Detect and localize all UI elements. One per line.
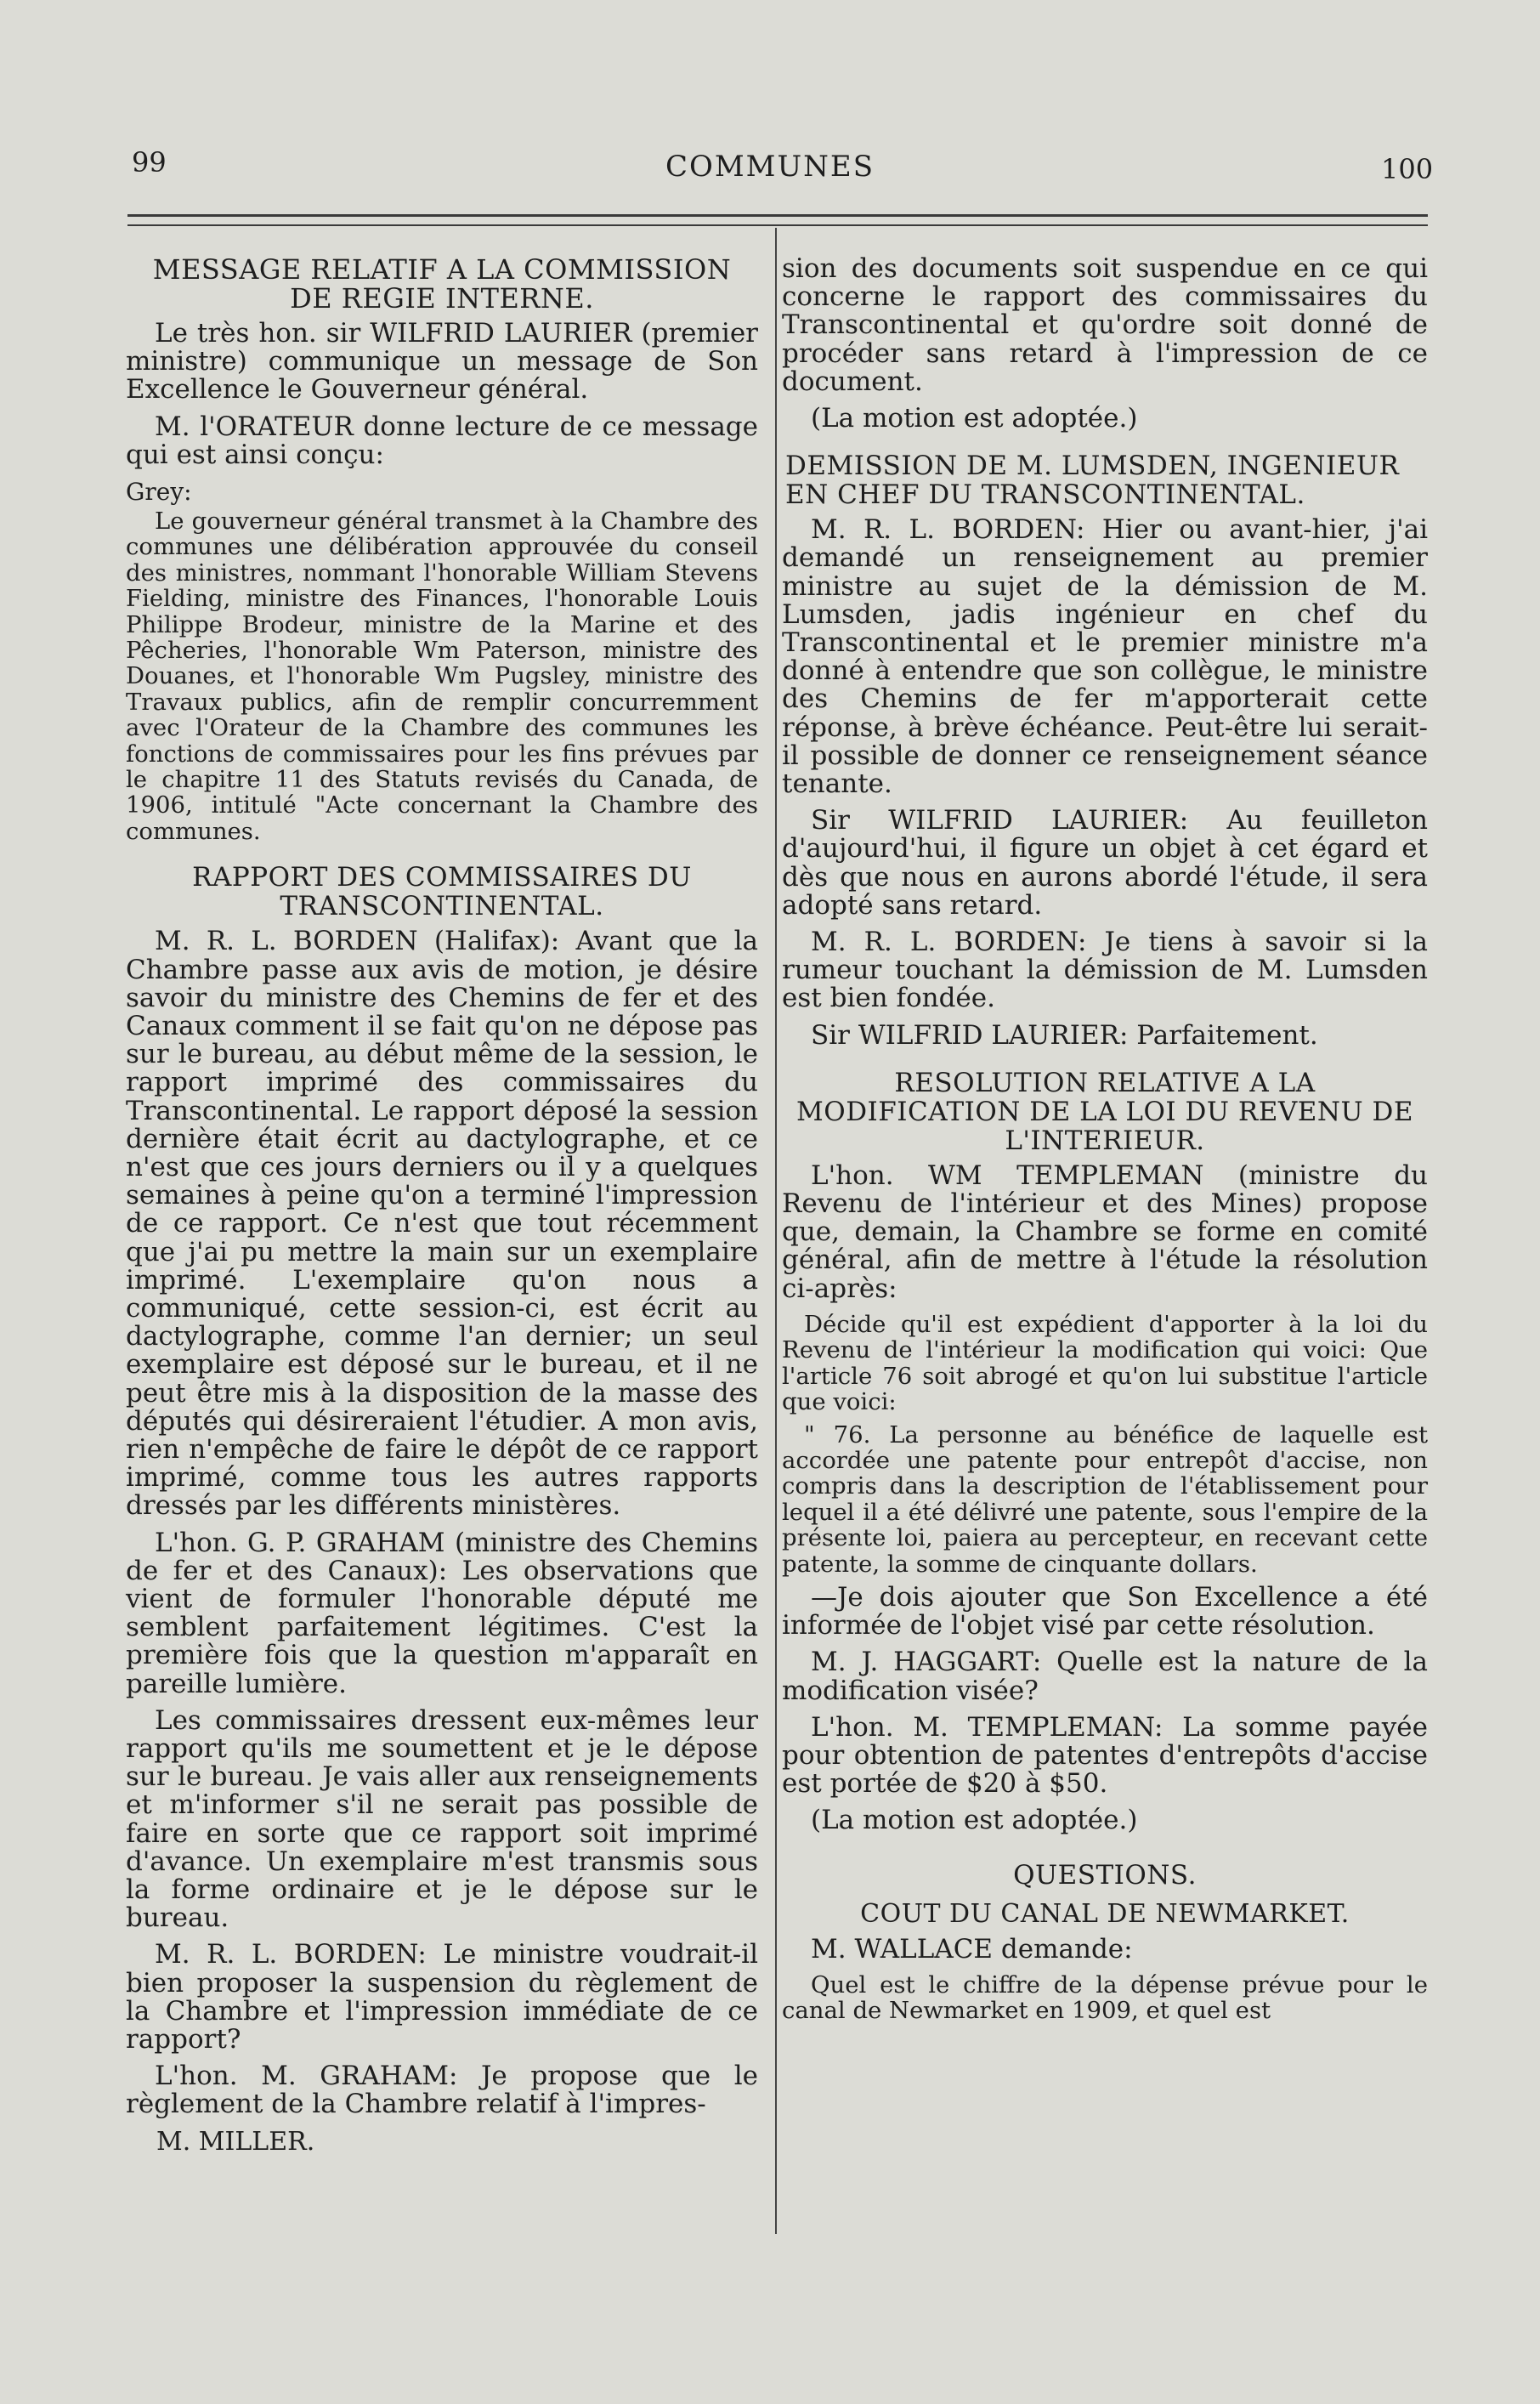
right-column [782,255,1428,2029]
governor-message: Le gouverneur général transmet à la Chambre des communes une délibération approuvée du conseil des ministres, nommant l'honorable William Stevens Fielding, ministre des Finances, l'honorable Louis Philippe Brodeur, ministre de la Marine et des Pêcheries, l'honorable Wm Paterson, ministre des Douanes, et l'honorable Wm Pugsley, ministre des Travaux publics, afin de remplir concurremment avec l'Orateur de la Chambre des communes les fonctions de commissaires pour les fins prévues par le chapitre 11 des Statuts revisés du Canada, de 1906, intitulé "Acte concernant la Chambre des communes. [126,507,758,845]
section-heading: QUESTIONS. [1013,1859,1197,1891]
paragraph: M. R. L. BORDEN: Hier ou avant-hier, j'ai demandé un renseignement au premier ministre au sujet de la démission de M. Lumsden, jadis ingénieur en chef du Transcontinental et le premier ministre m'a donné à entendre que son collègue, le ministre des Chemins de fer m'apporterait cette réponse, à brève échéance. Peut-être lui serait-il possible de donner ce renseignement séance tenante. [782,514,1428,800]
paragraph: M. R. L. BORDEN: Je tiens à savoir si la rumeur touchant la démission de M. Lumsden est bien fondée. [782,927,1428,1014]
section-heading: MESSAGE RELATIF A LA COMMISSION DE REGIE INTERNE. [152,253,732,315]
header-rule-thin [127,224,1428,226]
page-footer-name: M. MILLER. [156,2126,315,2157]
section-heading: RESOLUTION RELATIVE A LA MODIFICATION DE LA LOI DU REVENU DE L'INTERIEUR. [796,1067,1413,1156]
paragraph: (La motion est adoptée.) [811,403,1138,434]
paragraph: M. R. L. BORDEN: Le ministre voudrait-il bien proposer la suspension du règlement de la Chambre et l'impression immédiate de ce rapport? [126,1939,758,2055]
header-rule [127,214,1428,217]
section-heading: COUT DU CANAL DE NEWMARKET. [860,1898,1350,1929]
question-text: Quel est le chiffre de la dépense prévue pour le canal de Newmarket en 1909, et quel est [782,1970,1428,2025]
paragraph: M. WALLACE demande: [811,1933,1133,1965]
resolution-article: " 76. La personne au bénéfice de laquelle est accordée une patente pour entrepôt d'accise, non compris dans la description de l'établissement pour lequel il a été délivré une patente, sous l'empire de la présente loi, paiera au percepteur, en recevant cette patente, la somme de cinquante dollars. [782,1420,1428,1578]
paragraph: Le très hon. sir WILFRID LAURIER (premier ministre) communique un message de Son Excellence le Gouverneur général. [126,318,758,405]
column-divider [775,228,777,2234]
paragraph: (La motion est adoptée.) [811,1805,1138,1836]
signature: Grey: [126,478,192,507]
paragraph: M. R. L. BORDEN (Halifax): Avant que la Chambre passe aux avis de motion, je désire savoir du ministre des Chemins de fer et des Canaux comment il se fait qu'on ne dépose pas sur le bureau, au début même de la session, le rapport imprimé des commissaires du Transcontinental. Le rapport déposé la session dernière était écrit au dactylographe, et ce n'est que ces jours derniers ou il y a quelques semaines à peine qu'on a terminé l'impression de ce rapport. Ce n'est que tout récemment que j'ai pu mettre la main sur un exemplaire imprimé. L'exemplaire qu'on nous a communiqué, cette session-ci, est écrit au dactylographe, comme l'an dernier; un seul exemplaire est déposé sur le bureau, et il ne peut être mis à la disposition de la masse des députés qui désireraient l'étudier. A mon avis, rien n'empêche de faire le dépôt de ce rapport imprimé, comme tous les autres rapports dressés par les différents ministères. [126,926,758,1522]
paragraph: L'hon. M. TEMPLEMAN: La somme payée pour obtention de patentes d'entrepôts d'accise est portée de $20 à $50. [782,1711,1428,1800]
paragraph: M. J. HAGGART: Quelle est la nature de la modification visée? [782,1647,1428,1706]
paragraph: L'hon. M. GRAHAM: Je propose que le règlement de la Chambre relatif à l'impres- [126,2061,758,2120]
section-heading: RAPPORT DES COMMISSAIRES DU TRANSCONTINENTAL. [192,862,692,922]
paragraph: M. l'ORATEUR donne lecture de ce message qui est ainsi conçu: [126,411,758,470]
paragraph: —Je dois ajouter que Son Excellence a été informée de l'objet visé par cette résolution. [782,1581,1428,1641]
paragraph: Sir WILFRID LAURIER: Au feuilleton d'aujourd'hui, il figure un objet à cet égard et dès que nous en aurons abordé l'étude, il sera adopté sans retard. [782,805,1428,921]
running-title: COMMUNES [665,150,875,184]
left-page-number: 99 [132,146,167,179]
right-page-number: 100 [1381,153,1434,185]
paragraph: L'hon. WM TEMPLEMAN (ministre du Revenu de l'intérieur et des Mines) propose que, demain, la Chambre se forme en comité général, afin de mettre à l'étude la résolution ci-après: [782,1159,1428,1304]
paragraph: sion des documents soit suspendue en ce qui concerne le rapport des commissaires du Transcontinental et qu'ordre soit donné de procéder sans retard à l'impression de ce document. [782,253,1428,397]
paragraph: Les commissaires dressent eux-mêmes leur rapport qu'ils me soumettent et je le dépose sur le bureau. Je vais aller aux renseignements et m'informer s'il ne serait pas possible de faire en sorte que ce rapport soit imprimé d'avance. Un exemplaire m'est transmis sous la forme ordinaire et je le dépose sur le bureau. [126,1704,758,1934]
paragraph: Sir WILFRID LAURIER: Parfaitement. [811,1019,1318,1051]
resolution-text: Décide qu'il est expédient d'apporter à la loi du Revenu de l'intérieur la modification qui voici: Que l'article 76 soit abrogé et qu'on lui substitue l'article que voici: [782,1310,1428,1416]
paragraph: L'hon. G. P. GRAHAM (ministre des Chemins de fer et des Canaux): Les observations que vient de formuler l'honorable député me semblent parfaitement légitimes. C'est la première fois que la question m'apparaît en pareille lumière. [126,1527,758,1699]
section-heading: DEMISSION DE M. LUMSDEN, INGENIEUR EN CHEF DU TRANSCONTINENTAL. [785,451,1400,511]
running-header [0,146,1540,197]
left-column [126,255,758,2157]
